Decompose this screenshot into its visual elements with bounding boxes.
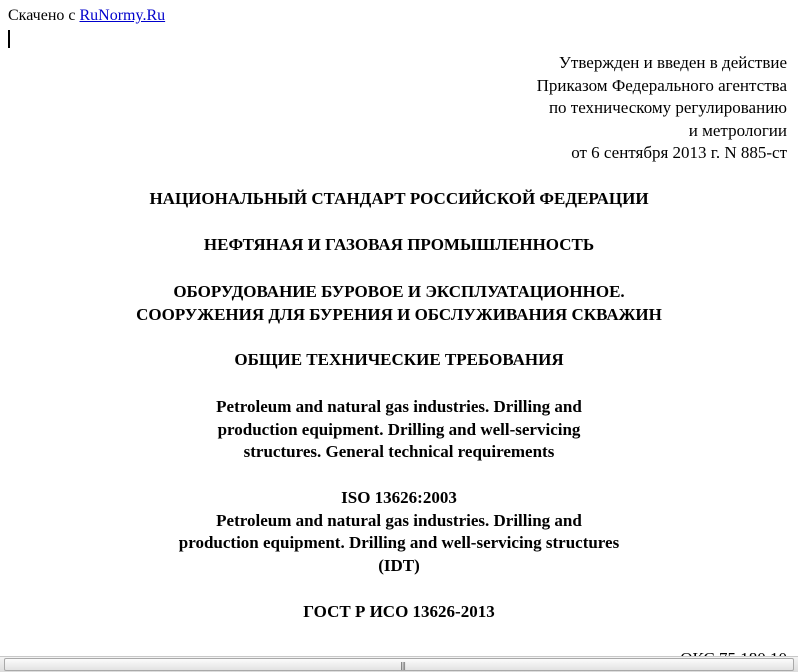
- approval-block: [537, 52, 787, 165]
- industry-heading: [0, 234, 798, 257]
- english-title: [0, 396, 798, 464]
- source-prefix: Скачено с: [8, 7, 76, 24]
- title-line: ОБОРУДОВАНИЕ БУРОВОЕ И ЭКСПЛУАТАЦИОННОЕ.: [173, 282, 625, 301]
- heading-text: НЕФТЯНАЯ И ГАЗОВАЯ ПРОМЫШЛЕННОСТЬ: [203, 235, 595, 254]
- document-subtitle: [0, 349, 798, 372]
- approval-line: от 6 сентября 2013 г. N 885-ст: [571, 143, 787, 162]
- gost-text: ГОСТ Р ИСО 13626-2013: [303, 602, 495, 621]
- title-line: СООРУЖЕНИЯ ДЛЯ БУРЕНИЯ И ОБСЛУЖИВАНИЯ СКВАЖИН: [136, 304, 662, 324]
- gost-designation: [0, 601, 798, 624]
- approval-line: Приказом Федерального агентства: [536, 75, 787, 95]
- approval-line: по техническому регулированию: [548, 98, 787, 117]
- source-line: [8, 6, 165, 25]
- iso-title-line: (IDT): [378, 555, 420, 575]
- iso-title-line: Petroleum and natural gas industries. Drilling and: [216, 510, 582, 530]
- english-title-line: production equipment. Drilling and well-servicing: [217, 419, 581, 439]
- runormy-link[interactable]: RuNormy.Ru: [79, 7, 166, 24]
- scrollbar-grip-icon: |||: [400, 661, 406, 670]
- horizontal-scrollbar[interactable]: [0, 656, 798, 672]
- national-standard-heading: [0, 188, 798, 211]
- document-title: [0, 281, 798, 326]
- heading-text: НАЦИОНАЛЬНЫЙ СТАНДАРТ РОССИЙСКОЙ ФЕДЕРАЦИИ: [149, 189, 649, 208]
- english-title-line: structures. General technical requirements: [243, 442, 555, 461]
- scrollbar-thumb[interactable]: [4, 658, 794, 671]
- iso-block: [0, 487, 798, 577]
- english-title-line: Petroleum and natural gas industries. Drilling and: [216, 397, 582, 416]
- iso-code: ISO 13626:2003: [341, 488, 457, 507]
- approval-line: Утвержден и введен в действие: [558, 53, 787, 72]
- text-cursor: [8, 30, 10, 48]
- iso-title-line: production equipment. Drilling and well-servicing structures: [178, 533, 620, 552]
- approval-line: и метрологии: [688, 120, 787, 140]
- subtitle-text: ОБЩИЕ ТЕХНИЧЕСКИЕ ТРЕБОВАНИЯ: [234, 350, 564, 369]
